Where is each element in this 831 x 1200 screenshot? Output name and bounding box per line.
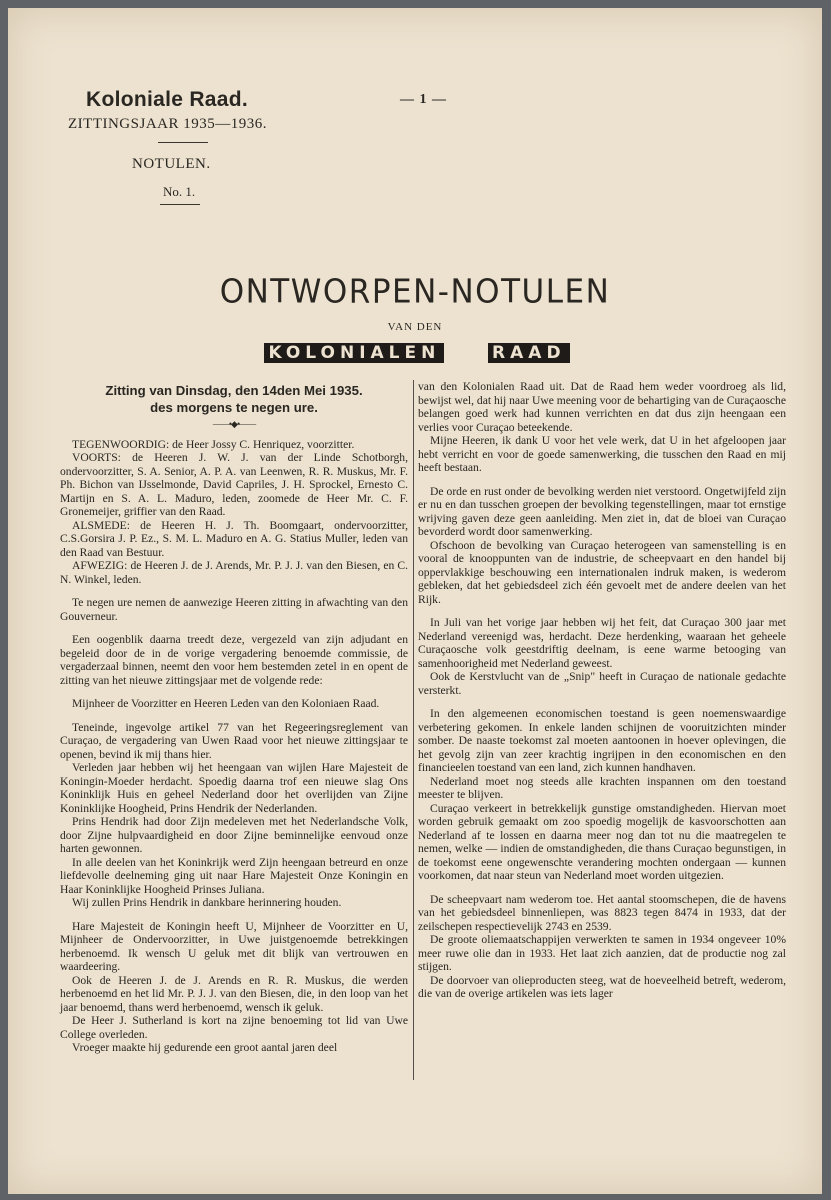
paragraph: Te negen ure nemen de aanwezige Heeren zitting in afwachting van den Gouverneur. bbox=[60, 596, 408, 623]
paragraph: De groote oliemaatschappijen verwerkten te samen in 1934 ongeveer 10% meer ruwe olie dan in 1933. Het laat zich aanzien, dat de productie nog zal stijgen. bbox=[418, 933, 786, 973]
title-connector: VAN DEN bbox=[387, 321, 443, 333]
paragraph: De doorvoer van olieproducten steeg, wat de hoeveelheid betreft, wederom, die van de overige artikelen was iets lager bbox=[418, 973, 786, 1000]
paragraph: Mijne Heeren, ik dank U voor het vele werk, dat U in het afgeloopen jaar hebt verricht en voor de goede samenwerking, die tusschen den Raad en mij heeft bestaan. bbox=[418, 434, 786, 474]
paragraph: De Heer J. Sutherland is kort na zijne benoeming tot lid van Uwe College overleden. bbox=[60, 1014, 408, 1041]
column-divider bbox=[413, 380, 414, 1080]
paragraph: Mijnheer de Voorzitter en Heeren Leden van den Koloniaen Raad. bbox=[72, 697, 380, 710]
paragraph: In Juli van het vorige jaar hebben wij het feit, dat Curaçao 300 jaar met Nederland vereenigd was, herdacht. Deze herdenking, waaraan het geheele Curaçaosche volk geestdriftig deelnam, is eene warme betooging van samenhoorigheid met Nederland geweest. bbox=[418, 616, 786, 670]
paragraph: van den Kolonialen Raad uit. Dat de Raad hem weder voordroeg als lid, bewijst wel, dat hij naar Uwe meening voor de behartiging van de Curaçaosche belangen goed werk had kunnen verrichten en dat dus zijn heengaan een verlies voor Curaçao beteekende. bbox=[418, 380, 786, 434]
paragraph: Curaçao verkeert in betrekkelijk gunstige omstandigheden. Hiervan moet worden gebruik gemaakt om zoo spoedig mogelijk de kasvoorschotten aan Nederland af te lossen en daarna meer nog dan tot nu die maatregelen te nemen, welke — indien de omstandigheden, die thans Curaçao begunstigen, in de toekomst eene ongewenschte verandering mochten ondergaan — kunnen voorkomen, dat naar steun van Nederland moet worden uitgezien. bbox=[418, 801, 786, 882]
ornament-divider: ——•◆•—— bbox=[212, 419, 256, 429]
right-column bbox=[418, 380, 786, 1001]
paragraph: Wij zullen Prins Hendrik in dankbare herinnering houden. bbox=[72, 896, 342, 909]
session-year: ZITTINGSJAAR 1935—1936. bbox=[68, 116, 267, 132]
document-number: No. 1. bbox=[163, 184, 196, 199]
paragraph: Teneinde, ingevolge artikel 77 van het Regeeringsreglement van Curaçao, de vergadering van Uwen Raad voor het nieuwe zittingsjaar te openen, bevind ik mij thans hier. bbox=[60, 720, 408, 761]
paragraph: AFWEZIG: de Heeren J. de J. Arends, Mr. P. J. J. van den Biesen, en C. N. Winkel, leden. bbox=[60, 559, 408, 586]
paragraph: VOORTS: de Heeren J. W. J. van der Linde Schotborgh, ondervoorzitter, S. A. Senior, A. P. A. van Leenwen, R. R. Muskus, Mr. F. Ph. Bichon van IJsselmonde, David Capriles, J. H. Sprockel, Ernesto C. Martijn en S. A. L. Maduro, leden, zoomede de Heer Mr. C. F. Gronemeijer, griffier van den Raad. bbox=[60, 451, 408, 518]
council-name: Koloniale Raad. bbox=[86, 88, 249, 111]
paragraph: Ook de Heeren J. de J. Arends en R. R. Muskus, die werden herbenoemd en het lid Mr. P. J. J. van den Biesen, die, in den loop van het jaar benoemd, thans werd herbenoemd, wensch ik geluk. bbox=[60, 973, 408, 1014]
session-heading: Zitting van Dinsdag, den 14den Mei 1935. bbox=[105, 383, 363, 398]
divider bbox=[160, 204, 200, 205]
paragraph: Ook de Kerstvlucht van de „Snip" heeft in Curaçao de nationale gedachte versterkt. bbox=[418, 670, 786, 697]
divider bbox=[158, 142, 208, 143]
paragraph: Een oogenblik daarna treedt deze, vergezeld van zijn adjudant en begeleid door de in de vorige vergadering benoemde commissie, de vergaderzaal binnen, neemt den voor hem bestemden zetel in en opent de zitting van het nieuwe zittingsjaar met de volgende rede: bbox=[60, 633, 408, 687]
paragraph: De scheepvaart nam wederom toe. Het aantal stoomschepen, die de havens van het gebiedsdeel binnenliepen, was 8823 tegen 8474 in 1933, dat der zeilschepen respectievelijk 2743 en 2539. bbox=[418, 892, 786, 933]
paragraph: In alle deelen van het Koninkrijk werd Zijn heengaan betreurd en onze liefdevolle deelneming ging uit naar Hare Majesteit Onze Koningin en Haar Koninklijke Hoogheid Prinses Juliana. bbox=[60, 855, 408, 896]
paragraph: De orde en rust onder de bevolking werden niet verstoord. Ongetwijfeld zijn er nu en dan tusschen groepen der bevolking tegenstellingen, maar tot ernstige wrijving gaven deze geen aanleiding. Men ziet in, dat de bloei van Curaçao bevorderd wordt door samenwerking. bbox=[418, 484, 786, 538]
banner-word-kolonialen: KOLONIALEN bbox=[264, 343, 444, 363]
session-time: des morgens te negen ure. bbox=[150, 400, 318, 415]
paragraph: ALSMEDE: de Heeren H. J. Th. Boomgaart, ondervoorzitter, C.S.Gorsira J. P. Ez., S. M. L. Maduro en A. G. Statius Muller, leden van den Raad van Bestuur. bbox=[60, 518, 408, 559]
paragraph: Nederland moet nog steeds alle krachten inspannen om den toestand meester te blijven. bbox=[418, 774, 786, 801]
page-number: — 1 — bbox=[400, 92, 447, 107]
paragraph: In den algemeenen economischen toestand is geen noemenswaardige verbetering gekomen. In enkele landen schijnen de vooruitzichten minder somber. De naaste toekomst zal moeten aantoonen in hoever oplevingen, die het gevolg zijn van zeer krachtig ingrijpen in den economischen en den financieelen toestand van een land, zich kunnen handhaven. bbox=[418, 707, 786, 774]
paragraph: Ofschoon de bevolking van Curaçao heterogeen van samenstelling is en vooral de knooppunten van de industrie, de scheepvaart en den handel bij oppervlakkige beschouwing een internationalen indruk maken, is wederom gebleken, dat het gebiedsdeel zich één gevoelt met de andere deelen van het Rijk. bbox=[418, 538, 786, 606]
paragraph: TEGENWOORDIG: de Heer Jossy C. Henriquez, voorzitter. bbox=[72, 437, 355, 451]
document-type: NOTULEN. bbox=[132, 156, 211, 172]
paragraph: Verleden jaar hebben wij het heengaan van wijlen Hare Majesteit de Koningin-Moeder herdacht. Spoedig daarna trof een nieuwe slag Ons Koninklijk Huis en geheel Nederland door het overlijden van Zijne Koninklijke Hoogheid, Prins Hendrik der Nederlanden. bbox=[60, 761, 408, 815]
paragraph: Prins Hendrik had door Zijn medeleven met het Nederlandsche Volk, door Zijne hulpvaardigheid en door Zijne beminnelijke eenvoud onze harten gewonnen. bbox=[60, 815, 408, 855]
banner-word-raad: RAAD bbox=[488, 343, 570, 363]
paragraph: Hare Majesteit de Koningin heeft U, Mijnheer de Voorzitter en U, Mijnheer de Ondervoorzitter, in Uwe juistgenoemde betrekkingen herbenoemd. Ik wensch U geluk met dit blijk van vertrouwen en waardeering. bbox=[60, 919, 408, 973]
council-banner bbox=[186, 344, 648, 362]
document-page bbox=[8, 8, 822, 1194]
paragraph: Vroeger maakte hij gedurende een groot aantal jaren deel bbox=[72, 1041, 338, 1054]
left-column bbox=[60, 380, 408, 1055]
document-title: ONTWORPEN-NOTULEN bbox=[219, 273, 611, 311]
